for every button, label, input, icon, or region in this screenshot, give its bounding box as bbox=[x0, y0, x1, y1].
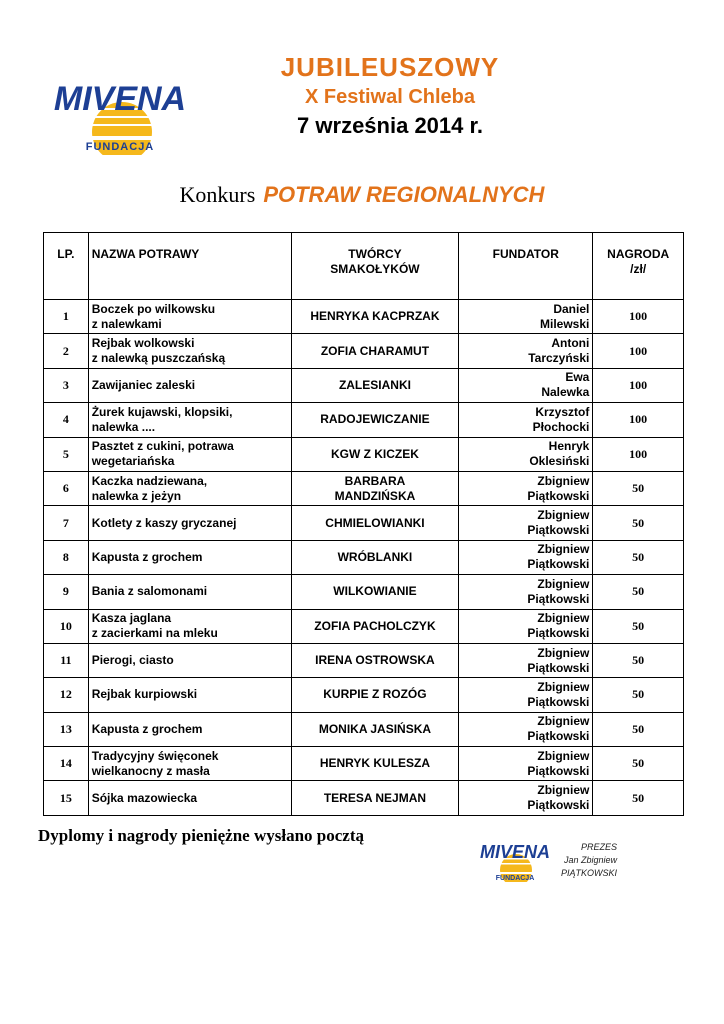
funder-line1: Zbigniew bbox=[537, 576, 590, 591]
cell-funder bbox=[459, 678, 593, 712]
cell-dish-name bbox=[88, 781, 291, 815]
funder-line2: Oklesiński bbox=[529, 454, 590, 469]
authors-line1: CHMIELOWIANKI bbox=[325, 515, 425, 530]
table-row bbox=[44, 747, 684, 781]
cell-prize: 50 bbox=[593, 712, 684, 746]
funder-line1: Krzysztof bbox=[535, 404, 590, 419]
mivena-foundation-logo-small bbox=[476, 836, 554, 882]
cell-funder bbox=[459, 506, 593, 540]
col-authors-header bbox=[291, 233, 458, 300]
dish-name-line1: Boczek po wilkowsku bbox=[91, 301, 216, 316]
dish-name-line1: Kasza jaglana bbox=[91, 611, 172, 626]
event-title: JUBILEUSZOWY bbox=[280, 52, 500, 82]
authors-line1: KURPIE Z ROZÓG bbox=[323, 687, 427, 702]
contest-heading bbox=[0, 182, 724, 208]
cell-funder bbox=[459, 643, 593, 677]
cell-lp: 14 bbox=[44, 747, 89, 781]
funder-line2: Piątkowski bbox=[527, 729, 590, 744]
cell-prize: 50 bbox=[593, 781, 684, 815]
cell-dish-name bbox=[88, 403, 291, 437]
cell-prize: 50 bbox=[593, 506, 684, 540]
authors-line1: HENRYKA KACPRZAK bbox=[310, 309, 440, 324]
cell-funder bbox=[459, 334, 593, 368]
cell-dish-name bbox=[88, 437, 291, 471]
col-authors-header-line2: SMAKOŁYKÓW bbox=[330, 262, 420, 276]
cell-lp: 12 bbox=[44, 678, 89, 712]
cell-funder bbox=[459, 368, 593, 402]
authors-line1: ZOFIA PACHOLCZYK bbox=[314, 618, 436, 633]
funder-line1: Henryk bbox=[548, 439, 590, 454]
cell-funder bbox=[459, 403, 593, 437]
cell-dish-name bbox=[88, 540, 291, 574]
cell-prize: 100 bbox=[593, 403, 684, 437]
signature-name: Jan Zbigniew bbox=[563, 855, 617, 865]
cell-lp: 10 bbox=[44, 609, 89, 643]
dish-name-line1: Kapusta z grochem bbox=[91, 549, 203, 564]
cell-authors bbox=[291, 540, 458, 574]
col-authors-header-line1: TWÓRCY bbox=[348, 247, 402, 261]
funder-line2: Piątkowski bbox=[527, 660, 590, 675]
cell-lp: 8 bbox=[44, 540, 89, 574]
cell-prize: 100 bbox=[593, 300, 684, 334]
dish-name-line1: Żurek kujawski, klopsiki, bbox=[91, 404, 233, 419]
table-row bbox=[44, 471, 684, 505]
cell-authors bbox=[291, 609, 458, 643]
signature-surname: PIĄTKOWSKI bbox=[560, 868, 617, 878]
col-prize-header bbox=[593, 233, 684, 300]
authors-line1: ZOFIA CHARAMUT bbox=[320, 343, 430, 358]
authors-line2: MANDZIŃSKA bbox=[334, 488, 416, 503]
cell-authors bbox=[291, 643, 458, 677]
funder-line2: Piątkowski bbox=[527, 763, 590, 778]
authors-line1: WILKOWIANIE bbox=[333, 584, 417, 599]
authors-line1: KGW Z KICZEK bbox=[330, 446, 419, 461]
cell-dish-name bbox=[88, 575, 291, 609]
cell-dish-name bbox=[88, 368, 291, 402]
table-row bbox=[44, 300, 684, 334]
cell-funder bbox=[459, 609, 593, 643]
table-row bbox=[44, 712, 684, 746]
table-header-row bbox=[44, 233, 684, 300]
funder-line1: Zbigniew bbox=[537, 473, 590, 488]
cell-dish-name bbox=[88, 643, 291, 677]
col-prize-header-line2: /zł/ bbox=[630, 262, 647, 276]
funder-line1: Zbigniew bbox=[537, 542, 590, 557]
cell-authors bbox=[291, 575, 458, 609]
funder-line2: Piątkowski bbox=[527, 694, 590, 709]
authors-line1: RADOJEWICZANIE bbox=[320, 412, 430, 427]
cell-funder bbox=[459, 712, 593, 746]
cell-funder bbox=[459, 540, 593, 574]
dish-name-line2: nalewka .... bbox=[91, 419, 156, 434]
funder-line1: Zbigniew bbox=[537, 714, 590, 729]
cell-prize: 50 bbox=[593, 678, 684, 712]
authors-line1: MONIKA JASIŃSKA bbox=[318, 721, 432, 736]
cell-authors bbox=[291, 781, 458, 815]
authors-line1: BARBARA bbox=[344, 473, 406, 488]
table-row bbox=[44, 437, 684, 471]
cell-prize: 50 bbox=[593, 747, 684, 781]
dish-name-line1: Rejbak wolkowski bbox=[91, 336, 195, 351]
funder-line1: Zbigniew bbox=[537, 748, 590, 763]
authors-line1: WRÓBLANKI bbox=[337, 549, 413, 564]
dish-name-line1: Pasztet z cukini, potrawa bbox=[91, 439, 234, 454]
cell-lp: 4 bbox=[44, 403, 89, 437]
contest-label: Konkurs bbox=[179, 182, 256, 207]
event-subtitle: X Festiwal Chleba bbox=[304, 86, 476, 108]
svg-text:FUNDACJA: FUNDACJA bbox=[495, 875, 535, 882]
funder-line1: Zbigniew bbox=[537, 508, 590, 523]
funder-line2: Piątkowski bbox=[527, 523, 590, 538]
dish-name-line1: Tradycyjny święconek bbox=[91, 748, 219, 763]
cell-prize: 100 bbox=[593, 334, 684, 368]
cell-authors bbox=[291, 471, 458, 505]
cell-authors bbox=[291, 678, 458, 712]
cell-dish-name bbox=[88, 712, 291, 746]
authors-line1: HENRYK KULESZA bbox=[319, 756, 431, 771]
cell-dish-name bbox=[88, 471, 291, 505]
funder-line1: Daniel bbox=[553, 301, 590, 316]
dish-name-line1: Kotlety z kaszy gryczanej bbox=[91, 515, 237, 530]
cell-authors bbox=[291, 403, 458, 437]
funder-line2: Piątkowski bbox=[527, 557, 590, 572]
funder-line1: Zbigniew bbox=[537, 783, 590, 798]
cell-authors bbox=[291, 368, 458, 402]
cell-lp: 13 bbox=[44, 712, 89, 746]
cell-prize: 50 bbox=[593, 540, 684, 574]
funder-line2: Tarczyński bbox=[528, 351, 590, 366]
dish-name-line1: Sójka mazowiecka bbox=[91, 790, 198, 805]
dish-name-line2: nalewka z jeżyn bbox=[91, 488, 182, 503]
cell-lp: 5 bbox=[44, 437, 89, 471]
table-row bbox=[44, 506, 684, 540]
cell-funder bbox=[459, 300, 593, 334]
table-row bbox=[44, 368, 684, 402]
col-prize-header-line1: NAGRODA bbox=[607, 247, 670, 261]
cell-prize: 100 bbox=[593, 437, 684, 471]
cell-lp: 1 bbox=[44, 300, 89, 334]
funder-line1: Zbigniew bbox=[537, 645, 590, 660]
cell-authors bbox=[291, 437, 458, 471]
dish-name-line1: Zawijaniec zaleski bbox=[91, 377, 196, 392]
table-row bbox=[44, 643, 684, 677]
col-name-header: NAZWA POTRAWY bbox=[88, 233, 291, 300]
cell-funder bbox=[459, 471, 593, 505]
authors-line1: TERESA NEJMAN bbox=[323, 790, 427, 805]
funder-line2: Piątkowski bbox=[527, 488, 590, 503]
cell-prize: 50 bbox=[593, 575, 684, 609]
dish-name-line2: wielkanocny z masła bbox=[91, 763, 210, 778]
event-date: 7 września 2014 r. bbox=[297, 113, 483, 138]
table-row bbox=[44, 781, 684, 815]
funder-line2: Piątkowski bbox=[527, 626, 590, 641]
cell-authors bbox=[291, 506, 458, 540]
cell-dish-name bbox=[88, 300, 291, 334]
cell-lp: 9 bbox=[44, 575, 89, 609]
mivena-foundation-logo bbox=[50, 70, 190, 155]
cell-prize: 100 bbox=[593, 368, 684, 402]
table-row bbox=[44, 540, 684, 574]
svg-text:MIVENA: MIVENA bbox=[479, 842, 551, 862]
results-table bbox=[43, 232, 684, 816]
authors-line1: ZALESIANKI bbox=[338, 377, 411, 392]
cell-dish-name bbox=[88, 678, 291, 712]
funder-line2: Piątkowski bbox=[527, 591, 590, 606]
funder-line2: Piątkowski bbox=[527, 798, 590, 813]
cell-funder bbox=[459, 747, 593, 781]
cell-authors bbox=[291, 300, 458, 334]
cell-authors bbox=[291, 334, 458, 368]
cell-lp: 7 bbox=[44, 506, 89, 540]
cell-dish-name bbox=[88, 506, 291, 540]
funder-line1: Antoni bbox=[551, 336, 590, 351]
cell-authors bbox=[291, 712, 458, 746]
cell-lp: 6 bbox=[44, 471, 89, 505]
funder-line1: Ewa bbox=[565, 370, 590, 385]
cell-lp: 2 bbox=[44, 334, 89, 368]
svg-text:MIVENA: MIVENA bbox=[53, 80, 187, 118]
cell-lp: 15 bbox=[44, 781, 89, 815]
dish-name-line1: Pierogi, ciasto bbox=[91, 653, 174, 668]
signature-block bbox=[557, 841, 617, 880]
col-lp-header: LP. bbox=[44, 233, 89, 300]
cell-funder bbox=[459, 437, 593, 471]
authors-line1: IRENA OSTROWSKA bbox=[315, 653, 435, 668]
cell-prize: 50 bbox=[593, 471, 684, 505]
dish-name-line2: z nalewkami bbox=[91, 316, 162, 331]
cell-authors bbox=[291, 747, 458, 781]
table-row bbox=[44, 334, 684, 368]
dish-name-line1: Rejbak kurpiowski bbox=[91, 687, 198, 702]
cell-lp: 11 bbox=[44, 643, 89, 677]
cell-prize: 50 bbox=[593, 609, 684, 643]
cell-funder bbox=[459, 575, 593, 609]
dish-name-line2: z zacierkami na mleku bbox=[91, 626, 218, 641]
cell-dish-name bbox=[88, 609, 291, 643]
svg-text:FUNDACJA: FUNDACJA bbox=[85, 141, 155, 153]
cell-prize: 50 bbox=[593, 643, 684, 677]
table-row bbox=[44, 403, 684, 437]
table-row bbox=[44, 609, 684, 643]
cell-dish-name bbox=[88, 334, 291, 368]
funder-line1: Zbigniew bbox=[537, 611, 590, 626]
dish-name-line1: Bania z salomonami bbox=[91, 584, 208, 599]
dish-name-line1: Kaczka nadziewana, bbox=[91, 473, 208, 488]
funder-line2: Nalewka bbox=[541, 385, 590, 400]
dish-name-line1: Kapusta z grochem bbox=[91, 721, 203, 736]
signature-title: PREZES bbox=[580, 842, 617, 852]
cell-lp: 3 bbox=[44, 368, 89, 402]
footer-note: Dyplomy i nagrody pieniężne wysłano pocztą bbox=[38, 826, 365, 845]
cell-dish-name bbox=[88, 747, 291, 781]
funder-line2: Milewski bbox=[540, 316, 590, 331]
funder-line1: Zbigniew bbox=[537, 679, 590, 694]
dish-name-line2: z nalewką puszczańską bbox=[91, 351, 226, 366]
funder-line2: Płochocki bbox=[532, 419, 590, 434]
table-row bbox=[44, 575, 684, 609]
contest-name: POTRAW REGIONALNYCH bbox=[263, 182, 545, 207]
table-row bbox=[44, 678, 684, 712]
col-funder-header: FUNDATOR bbox=[459, 233, 593, 300]
cell-funder bbox=[459, 781, 593, 815]
dish-name-line2: wegetariańska bbox=[91, 454, 175, 469]
